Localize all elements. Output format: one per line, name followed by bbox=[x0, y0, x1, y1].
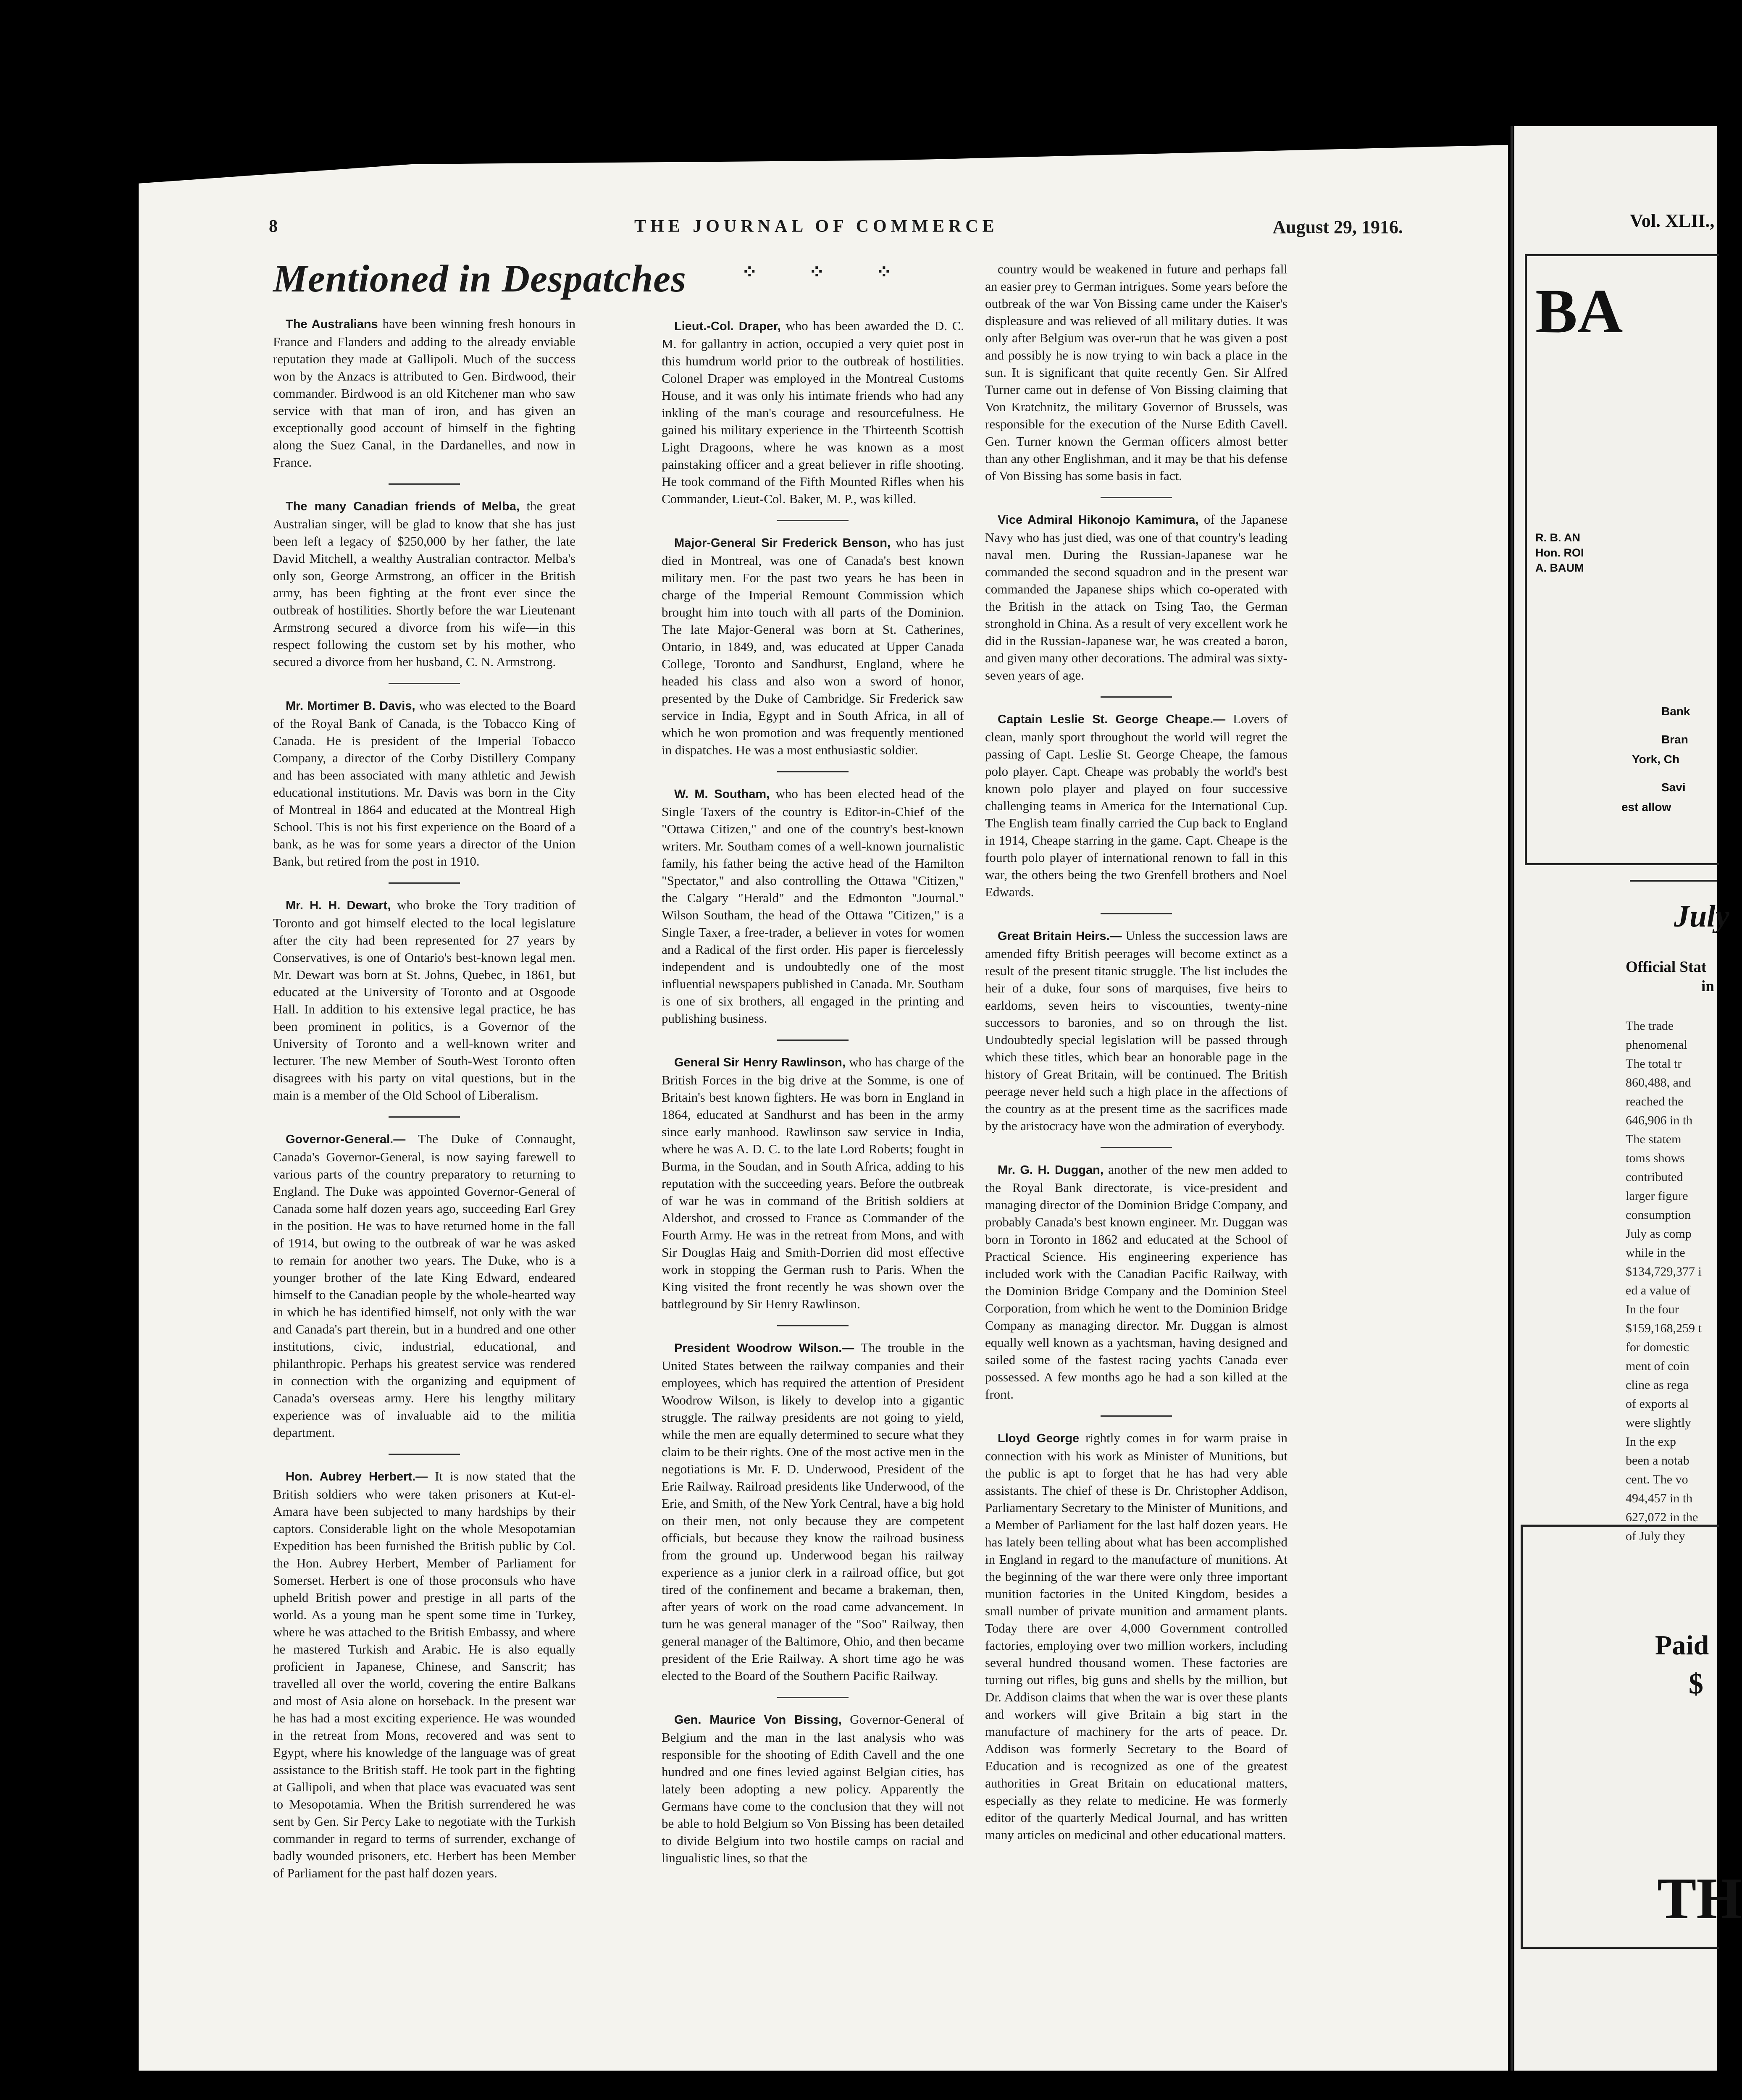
facing-body-line: July as comp bbox=[1626, 1227, 1692, 1241]
article bbox=[273, 497, 575, 670]
facing-rule bbox=[1630, 880, 1717, 882]
facing-line: Bank bbox=[1661, 705, 1690, 718]
facing-ad2-line: $ bbox=[1689, 1668, 1703, 1700]
article-lead: Captain Leslie St. George Cheape.— bbox=[998, 713, 1226, 726]
article bbox=[273, 896, 575, 1104]
article bbox=[273, 1467, 575, 1882]
separator-rule bbox=[1101, 497, 1172, 498]
article bbox=[662, 1339, 964, 1684]
page-number: 8 bbox=[269, 217, 278, 236]
facing-ad2-title: TH bbox=[1657, 1866, 1742, 1931]
article-text: the great Australian singer, will be glad to know that she has just been left a legacy of $250,000 by her father, the late David Mitchell, a wealthy Australian contractor. Melba's only son, George Armstrong, an officer in the British army, has been fighting at the front ever since the outbreak of hostilities. Shortly before the war Lieutenant Armstrong secured a divorce from his wife—in this respect following the custom set by his mother, who secured a divorce from her husband, C. N. Armstrong. bbox=[273, 499, 575, 669]
facing-line: Bran bbox=[1661, 733, 1688, 746]
article-text: rightly comes in for warm praise in connection with his work as Minister of Munitions, but the public is apt to forget that he has had very able assistants. The chief of these is Dr. Christopher Addison, Parliamentary Secretary to the Minister of Munitions, and a Member of Parliament for the last half dozen years. He has lately been telling about what has been accomplished in England in regard to the manufacture of munitions. At the beginning of the war there were only three important munition factories in the United Kingdom, besides a small number of private munition and armament plants. Today there are over 4,000 Government controlled factories, employing over two million workers, including several hundred thousand women. These factories are turning out rifles, big guns and shells by the million, but Dr. Addison claims that when the war is over these plants and workers will give Britain a big start in the manufacture of machinery for the arts of peace. Dr. Addison was formerly Secretary to the Board of Education and is recognized as one of the greatest authorities in Great Britain on educational matters, especially as they relate to medicine. He was formerly editor of the quarterly Medical Journal, and has written many articles on medicinal and other educational matters. bbox=[985, 1431, 1287, 1842]
article-text: who has been awarded the D. C. M. for gallantry in action, occupied a very quiet post in this humdrum world prior to the outbreak of hostilities. Colonel Draper was employed in the Montreal Customs House, and it was only his intimate friends who had any inkling of the man's courage and resourcefulness. He gained his military experience in the Thirteenth Scottish Light Dragoons, where he was known as a most painstaking officer and a great believer in rifle shooting. He took command of the Fifth Mounted Rifles when his Commander, Lieut-Col. Baker, M. P., was killed. bbox=[662, 318, 964, 506]
facing-ad-lines bbox=[1621, 701, 1690, 817]
article-text: who was elected to the Board of the Royal Bank of Canada, is the Tobacco King of Canada. He is president of the Imperial Tobacco Company, a director of the Corby Distillery Company and has been associated with many athletic and Jewish educational institutions. Mr. Davis was born in the City of Montreal in 1864 and educated at the Montreal High School. This is not his first experience on the Board of a bank, as he was for some years a director of the Union Bank, but retired from the post in 1910. bbox=[273, 698, 576, 869]
article-text: The trouble in the United States between the railway companies and their employees, which has required the attention of President Woodrow Wilson, is likely to develop into a gigantic struggle. The railway presidents are not going to yield, while the men are equally determined to secure what they claim to be their rights. One of the most active men in the negotiations is Mr. F. D. Underwood, President of the Erie Railway. Railroad presidents like Underwood, of the Erie, and Smith, of the New York Central, have a big hold on their men, not only because they are competent officials, but because they know the railroad business from the ground up. Underwood began his railway experience as a junior clerk in a railroad office, but got tired of the confinement and became a brakeman, then, after years of work on the road came advancement. In turn he was general manager of the "Soo" Railway, then general manager of the Baltimore, Ohio, and then became president of the Erie Railway. A short time ago he was elected to the Board of the Southern Pacific Railway. bbox=[662, 1340, 964, 1683]
facing-body-line: $159,168,259 t bbox=[1626, 1321, 1702, 1335]
facing-body-line: while in the bbox=[1626, 1246, 1685, 1260]
article bbox=[273, 697, 575, 870]
article bbox=[662, 317, 964, 507]
facing-body-line: toms shows bbox=[1626, 1151, 1685, 1165]
separator-rule bbox=[389, 882, 460, 884]
facing-body bbox=[1626, 1016, 1702, 1546]
facing-body-line: cent. The vo bbox=[1626, 1473, 1688, 1486]
article-paragraph bbox=[662, 317, 964, 507]
article-text: of the Japanese Navy who has just died, was one of that country's leading naval men. During the Russian-Japanese war he commanded the second squadron and in the present war commanded the Japanese ships which co-operated with the British in the attack on Tsing Tao, the German stronghold in China. As a result of very excellent work he did in the Russian-Japanese war, he was created a baron, and given many other decorations. The admiral was sixty-seven years of age. bbox=[985, 512, 1287, 682]
article bbox=[662, 1053, 964, 1312]
article-lead: General Sir Henry Rawlinson, bbox=[674, 1056, 846, 1069]
facing-subhead-line: in bbox=[1701, 978, 1714, 995]
facing-line: York, Ch bbox=[1632, 753, 1680, 766]
facing-volume: Vol. XLII., bbox=[1630, 210, 1715, 231]
article-lead: Mr. H. H. Dewart, bbox=[286, 899, 391, 912]
article-text: Lovers of clean, manly sport throughout the world will regret the passing of Capt. Leslie St. George Cheape, the famous polo player. Capt. Cheape was probably the world's best known polo player and played on four successive challenging teams in America for the International Cup. The English team finally carried the Cup back to England in 1914, Cheape starring in the game. Capt. Cheape is the fourth polo player of international renown to fall in this war, the others being the two Grenfell brothers and Noel Edwards. bbox=[985, 711, 1287, 899]
issue-date: August 29, 1916. bbox=[1272, 217, 1403, 237]
article bbox=[662, 534, 964, 759]
article-paragraph bbox=[985, 1161, 1287, 1403]
facing-line: Savi bbox=[1661, 781, 1686, 794]
article bbox=[662, 785, 964, 1027]
facing-body-line: $134,729,377 i bbox=[1626, 1265, 1702, 1278]
separator-rule bbox=[389, 1116, 460, 1118]
article-paragraph bbox=[662, 785, 964, 1027]
article-paragraph bbox=[273, 1130, 575, 1441]
article-paragraph bbox=[662, 1053, 964, 1312]
facing-body-line: In the exp bbox=[1626, 1435, 1676, 1449]
separator-rule bbox=[1101, 913, 1172, 914]
facing-body-line: The statem bbox=[1626, 1132, 1682, 1146]
facing-body-line: 494,457 in th bbox=[1626, 1491, 1693, 1505]
article-lead: Mr. G. H. Duggan, bbox=[998, 1163, 1104, 1177]
article-paragraph bbox=[985, 927, 1287, 1134]
article-lead: W. M. Southam, bbox=[674, 788, 770, 801]
facing-ad-names bbox=[1535, 530, 1584, 575]
article-paragraph bbox=[985, 1429, 1287, 1843]
article-text: another of the new men added to the Royal Bank directorate, is vice-president and managing director of the Dominion Bridge Company, and probably Canada's best known engineer. Mr. Duggan was born in Toronto in 1862 and educated at the School of Practical Science. His engineering experience has included work with the Canadian Pacific Railway, with the Dominion Bridge Company and the Dominion Steel Corporation, from which he went to the Dominion Bridge Company as managing director. Mr. Duggan is almost equally well known as a yachtsman, having designed and sailed some of the fastest racing yachts Canada ever possessed. A few months ago he had a son killed at the front. bbox=[985, 1162, 1287, 1402]
article-paragraph bbox=[273, 697, 575, 870]
article-paragraph bbox=[985, 511, 1287, 684]
separator-rule bbox=[389, 483, 460, 485]
ornament-dots: ⁘ ⁘ ⁘ bbox=[741, 261, 915, 283]
facing-ad-title: BA bbox=[1535, 276, 1623, 346]
separator-rule bbox=[777, 1697, 849, 1698]
separator-rule bbox=[777, 520, 849, 521]
article bbox=[662, 1711, 964, 1866]
separator-rule bbox=[1101, 1415, 1172, 1417]
facing-body-line: for domestic bbox=[1626, 1340, 1689, 1354]
article-text: The Duke of Connaught, Canada's Governor-General, is now saying farewell to various parts of the country preparatory to returning to England. The Duke was appointed Governor-General of Canada some half dozen years ago, succeeding Earl Grey in the position. He was to have returned home in the fall of 1914, but owing to the outbreak of war he was asked to remain for another two years. The Duke, who is a younger brother of the late King Edward, endeared himself to the Canadian people by the whole-hearted way in which he has identified himself, not only with the war and Canada's part therein, but in a hundred and one other institutions, civic, industrial, educational, and philanthropic. Perhaps his greatest service was rendered in connection with the organizing and equipment of Canada's overseas army. Here his lengthy military experience was of invaluable aid to the militia department. bbox=[273, 1131, 575, 1440]
facing-body-line: larger figure bbox=[1626, 1189, 1688, 1203]
section-banner: Mentioned in Despatches bbox=[273, 257, 686, 300]
article-paragraph bbox=[273, 315, 575, 471]
article-lead: Mr. Mortimer B. Davis, bbox=[286, 699, 415, 713]
article-paragraph bbox=[662, 1339, 964, 1684]
masthead-title: THE JOURNAL OF COMMERCE bbox=[634, 217, 998, 236]
article-paragraph bbox=[273, 896, 575, 1104]
article bbox=[985, 1429, 1287, 1843]
separator-rule bbox=[777, 771, 849, 772]
facing-body-line: cline as rega bbox=[1626, 1378, 1689, 1392]
article-text: country would be weakened in future and perhaps fall an easier prey to German intrigues. Some years before the outbreak of the war Von Bissing came under the Kaiser's displeasure and was relieved of all military duties. It was only after Belgium was over-run that he was given a post and possibly he is now trying to win back a place in the sun. It is significant that quite recently Gen. Sir Alfred Turner came out in defense of Von Bissing claiming that Von Kratchnitz, the military Governor of Brussels, was responsible for the execution of the Nurse Edith Cavell. Gen. Turner known the German officers almost better than any other Englishman, and it may be that his defense of Von Bissing has some basis in fact. bbox=[985, 262, 1287, 483]
facing-body-line: ment of coin bbox=[1626, 1359, 1689, 1373]
separator-rule bbox=[777, 1325, 849, 1326]
facing-ad2-line: Paid bbox=[1655, 1630, 1709, 1661]
facing-body-line: The trade bbox=[1626, 1019, 1674, 1033]
separator-rule bbox=[777, 1040, 849, 1041]
column-1 bbox=[273, 315, 575, 1894]
article-text: who has just died in Montreal, was one of Canada's best known military men. For the past two years he has been in charge of the Imperial Remount Commission which brought him into touch with all parts of the Dominion. The late Major-General was born at St. Catherines, Ontario, in 1849, and, was educated at Upper Canada College, Toronto and Sandhurst, England, where he headed his class and also won a sword of honor, presented by the Duke of Cambridge. Sir Frederick saw service in India, Egypt and in South Africa, in all of which he won promotion and was frequently mentioned in dispatches. He was a most enthusiastic soldier. bbox=[662, 535, 964, 757]
article-lead: Lloyd George bbox=[998, 1432, 1080, 1445]
article-lead: Governor-General.— bbox=[286, 1133, 406, 1146]
article bbox=[985, 927, 1287, 1134]
article-lead: President Woodrow Wilson.— bbox=[674, 1341, 854, 1355]
page-header bbox=[269, 216, 1403, 246]
facing-body-line: contributed bbox=[1626, 1170, 1683, 1184]
facing-body-line: consumption bbox=[1626, 1208, 1691, 1222]
facing-body-line: phenomenal bbox=[1626, 1038, 1687, 1052]
facing-body-line: reached the bbox=[1626, 1095, 1684, 1108]
separator-rule bbox=[389, 1454, 460, 1455]
facing-subhead-line: Official Stat bbox=[1626, 958, 1707, 976]
article-paragraph bbox=[273, 1467, 575, 1882]
article-text: Unless the succession laws are amended fifty British peerages will become extinct as a result of the present titanic struggle. The list includes the heir of a duke, four sons of marquises, five heirs to earldoms, seven heirs to viscounties, twenty-nine successors to baronies, and so on through the list. Undoubtedly special legislation will be passed through which these titles, which bear an honorable page in the history of Great Britain, will be continued. The British peerage never held such a high place in the affections of the country as at the present time as the sacrifices made by the aristocracy have won the admiration of everybody. bbox=[985, 928, 1287, 1133]
facing-name: R. B. AN bbox=[1535, 531, 1580, 544]
article-lead: Hon. Aubrey Herbert.— bbox=[286, 1470, 428, 1483]
facing-name: Hon. ROI bbox=[1535, 546, 1584, 559]
article-text: have been winning fresh honours in France and Flanders and adding to the already enviable reputation they made at Gallipoli. Much of the success won by the Anzacs is attributed to Gen. Birdwood, their commander. Birdwood is an old Kitchener man who saw service with that man of iron, and has given an exceptionally good account of himself in the fighting along the Suez Canal, in the Dardanelles, and now in France. bbox=[273, 316, 576, 470]
article-paragraph bbox=[662, 534, 964, 759]
article-lead: The many Canadian friends of Melba, bbox=[286, 500, 520, 513]
article-lead: Major-General Sir Frederick Benson, bbox=[674, 536, 891, 550]
article-paragraph bbox=[985, 710, 1287, 900]
facing-line: est allow bbox=[1621, 801, 1671, 814]
article-text: who broke the Tory tradition of Toronto and got himself elected to the local legislature after the city had been represented for 27 years by Conservatives, is one of Ontario's best-known legal men. Mr. Dewart was born at St. Johns, Quebec, in 1861, but educated at the University of Toronto and at Osgoode Hall. In addition to his extensive legal practice, he has been prominent in politics, is a Governor of the University of Toronto and a well-known writer and lecturer. The new Member of South-West Toronto often disagrees with his party on vital questions, but in the main is a member of the Old School of Liberalism. bbox=[273, 898, 576, 1102]
article-text: who has charge of the British Forces in the big drive at the Somme, is one of Britain's best known fighters. He was born in England in 1864, educated at Sandhurst and has been in the army since early manhood. Rawlinson saw service in India, where he was A. D. C. to the late Lord Roberts; fought in Burma, in the Soudan, and in South Africa, adding to his reputation with the succeeding years. Before the outbreak of war he was in command of the British soldiers at Aldershot, and crossed to France as Commander of the Fourth Army. He was in the retreat from Mons, and with Sir Douglas Haig and Smith-Dorrien did most effective work in stopping the German rush to Paris. When the King visited the front recently he was shown over the battleground by Sir Henry Rawlinson. bbox=[662, 1055, 964, 1311]
separator-rule bbox=[389, 683, 460, 684]
article-lead: Lieut.-Col. Draper, bbox=[674, 320, 781, 333]
article bbox=[985, 511, 1287, 684]
facing-body-line: 627,072 in the bbox=[1626, 1510, 1698, 1524]
article-paragraph bbox=[985, 260, 1287, 484]
separator-rule bbox=[1101, 696, 1172, 698]
article bbox=[985, 710, 1287, 900]
article-lead: The Australians bbox=[286, 318, 378, 331]
facing-name: A. BAUM bbox=[1535, 562, 1584, 574]
facing-body-line: of exports al bbox=[1626, 1397, 1689, 1411]
article-lead: Vice Admiral Hikonojo Kamimura, bbox=[998, 513, 1199, 527]
facing-subhead bbox=[1626, 958, 1714, 996]
facing-body-line: In the four bbox=[1626, 1302, 1679, 1316]
article-paragraph bbox=[662, 1711, 964, 1866]
article-text: It is now stated that the British soldiers who were taken prisoners at Kut-el-Amara have been subjected to many hardships by their captors. Considerable light on the whole Mesopotamian Expedition has been furnished the British public by Col. the Hon. Aubrey Herbert, Member of Parliament for Somerset. Herbert is one of those proconsuls who have upheld British power and prestige in all parts of the world. As a young man he spent some time in Turkey, where he was attached to the British Embassy, and where he mastered Turkish and Arabic. He is also equally proficient in Japanese, Chinese, and Sanscrit; has travelled all over the world, covering the entire Balkans and most of Asia alone on horseback. In the present war he has had a most exciting experience. He was wounded in the retreat from Mons, recovered and was sent to Egypt, where his knowledge of the language was of great assistance to the British staff. He took part in the fighting at Gallipoli, and when that place was evacuated was sent to Mesopotamia. When the British surrendered he was sent by Gen. Sir Percy Lake to negotiate with the Turkish commander in regard to terms of surrender, exchange of badly wounded prisoners, etc. Herbert has been Member of Parliament for the past half dozen years. bbox=[273, 1469, 575, 1880]
article bbox=[985, 260, 1287, 484]
article bbox=[985, 1161, 1287, 1403]
article bbox=[273, 315, 575, 471]
facing-body-line: ed a value of bbox=[1626, 1284, 1691, 1297]
column-2 bbox=[662, 317, 964, 1879]
page-gutter bbox=[1511, 126, 1513, 2071]
article-lead: Great Britain Heirs.— bbox=[998, 929, 1122, 943]
separator-rule bbox=[1101, 1147, 1172, 1148]
facing-body-line: 646,906 in th bbox=[1626, 1113, 1693, 1127]
facing-body-line: of July they bbox=[1626, 1529, 1685, 1543]
facing-body-line: been a notab bbox=[1626, 1454, 1689, 1467]
article bbox=[273, 1130, 575, 1441]
article-text: Governor-General of Belgium and the man in the last analysis who was responsible for the shooting of Edith Cavell and the one hundred and one fines levied against Belgian cities, has lately been adopting a new policy. Apparently the Germans have come to the conclusion that they will not be able to hold Belgium so Von Bissing has been detailed to divide Belgium into two hostile camps on racial and lingualistic lines, so that the bbox=[662, 1712, 964, 1865]
facing-body-line: 860,488, and bbox=[1626, 1076, 1691, 1089]
article-text: who has been elected head of the Single Taxers of the country is Editor-in-Chief of the "Ottawa Citizen," and one of the country's best-known writers. Mr. Southam comes of a well-known journalistic family, his father being the active head of the Hamilton "Spectator," and also controlling the Ottawa "Citizen," the Calgary "Herald" and the Edmonton "Journal." Wilson Southam, the head of the Ottawa "Citizen," is a Single Taxer, a free-trader, a believer in votes for women and a Radical of the first order. His paper is fiercelessly independent and is undoubtedly one of the most influential newspapers published in Canada. Mr. Southam is one of six brothers, all engaged in the printing and publishing business. bbox=[662, 786, 964, 1026]
facing-headline: July bbox=[1674, 899, 1729, 934]
column-3 bbox=[985, 260, 1287, 1856]
facing-body-line: The total tr bbox=[1626, 1057, 1682, 1071]
article-paragraph bbox=[273, 497, 575, 670]
article-lead: Gen. Maurice Von Bissing, bbox=[674, 1713, 842, 1727]
facing-body-line: were slightly bbox=[1626, 1416, 1691, 1430]
